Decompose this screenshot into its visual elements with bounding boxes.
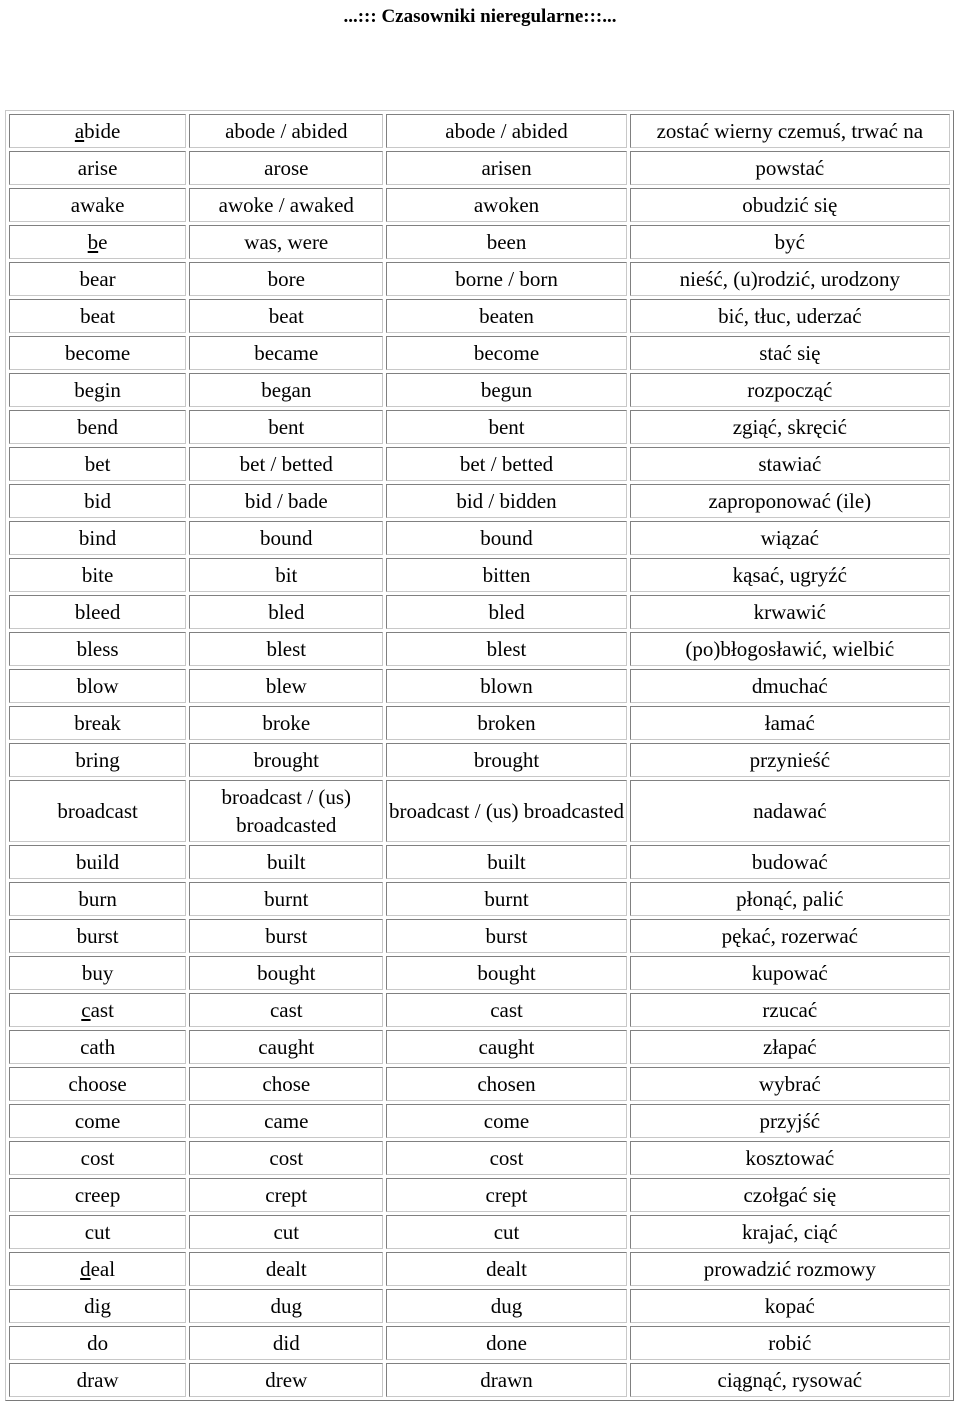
table-row xyxy=(9,262,950,296)
table-row xyxy=(9,919,950,953)
translation-cell: pękać, rozerwać xyxy=(630,919,950,953)
past-simple-cell: did xyxy=(189,1326,383,1360)
translation-cell: przyjść xyxy=(630,1104,950,1138)
table-row xyxy=(9,1252,950,1286)
base-form-cell: cast xyxy=(9,993,186,1027)
table-row xyxy=(9,706,950,740)
past-participle-cell: broadcast / (us) broadcasted xyxy=(386,780,626,842)
past-simple-cell: bled xyxy=(189,595,383,629)
past-simple-cell: crept xyxy=(189,1178,383,1212)
translation-cell: powstać xyxy=(630,151,950,185)
table-row xyxy=(9,1104,950,1138)
past-participle-cell: beaten xyxy=(386,299,626,333)
table-row xyxy=(9,743,950,777)
translation-cell: złapać xyxy=(630,1030,950,1064)
table-row xyxy=(9,188,950,222)
base-form-cell: draw xyxy=(9,1363,186,1397)
past-participle-cell: broken xyxy=(386,706,626,740)
table-row xyxy=(9,1289,950,1323)
table-row xyxy=(9,669,950,703)
table-row xyxy=(9,558,950,592)
table-row xyxy=(9,1363,950,1397)
past-participle-cell: borne / born xyxy=(386,262,626,296)
translation-cell: przynieść xyxy=(630,743,950,777)
past-simple-cell: cut xyxy=(189,1215,383,1249)
translation-cell: zostać wierny czemuś, trwać na xyxy=(630,114,950,148)
translation-cell: płonąć, palić xyxy=(630,882,950,916)
translation-cell: wybrać xyxy=(630,1067,950,1101)
table-row xyxy=(9,151,950,185)
translation-cell: kąsać, ugryźć xyxy=(630,558,950,592)
translation-cell: kopać xyxy=(630,1289,950,1323)
base-form-cell: build xyxy=(9,845,186,879)
base-form-cell: be xyxy=(9,225,186,259)
past-participle-cell: abode / abided xyxy=(386,114,626,148)
past-participle-cell: burnt xyxy=(386,882,626,916)
translation-cell: zaproponować (ile) xyxy=(630,484,950,518)
past-participle-cell: cost xyxy=(386,1141,626,1175)
translation-cell: kosztować xyxy=(630,1141,950,1175)
translation-cell: (po)błogosławić, wielbić xyxy=(630,632,950,666)
past-simple-cell: caught xyxy=(189,1030,383,1064)
past-simple-cell: bound xyxy=(189,521,383,555)
past-simple-cell: burnt xyxy=(189,882,383,916)
translation-cell: łamać xyxy=(630,706,950,740)
past-simple-cell: arose xyxy=(189,151,383,185)
translation-cell: wiązać xyxy=(630,521,950,555)
base-form-cell: awake xyxy=(9,188,186,222)
past-participle-cell: cut xyxy=(386,1215,626,1249)
base-form-cell: burn xyxy=(9,882,186,916)
table-row xyxy=(9,882,950,916)
base-form-cell: bind xyxy=(9,521,186,555)
translation-cell: dmuchać xyxy=(630,669,950,703)
past-participle-cell: begun xyxy=(386,373,626,407)
base-form-cell: choose xyxy=(9,1067,186,1101)
past-simple-cell: cost xyxy=(189,1141,383,1175)
base-form-cell: broadcast xyxy=(9,780,186,842)
translation-cell: rzucać xyxy=(630,993,950,1027)
base-form-cell: break xyxy=(9,706,186,740)
base-form-cell: creep xyxy=(9,1178,186,1212)
translation-cell: kupować xyxy=(630,956,950,990)
base-form-cell: blow xyxy=(9,669,186,703)
past-simple-cell: awoke / awaked xyxy=(189,188,383,222)
base-form-cell: deal xyxy=(9,1252,186,1286)
base-form-cell: abide xyxy=(9,114,186,148)
past-participle-cell: bled xyxy=(386,595,626,629)
table-row xyxy=(9,1326,950,1360)
table-row xyxy=(9,956,950,990)
translation-cell: nieść, (u)rodzić, urodzony xyxy=(630,262,950,296)
past-participle-cell: dealt xyxy=(386,1252,626,1286)
table-row xyxy=(9,299,950,333)
table-row xyxy=(9,410,950,444)
past-participle-cell: brought xyxy=(386,743,626,777)
translation-cell: budować xyxy=(630,845,950,879)
past-simple-cell: abode / abided xyxy=(189,114,383,148)
past-simple-cell: drew xyxy=(189,1363,383,1397)
past-simple-cell: built xyxy=(189,845,383,879)
past-simple-cell: chose xyxy=(189,1067,383,1101)
translation-cell: stawiać xyxy=(630,447,950,481)
table-row xyxy=(9,521,950,555)
past-participle-cell: bound xyxy=(386,521,626,555)
table-row xyxy=(9,1178,950,1212)
table-row xyxy=(9,845,950,879)
table-row xyxy=(9,1030,950,1064)
base-form-cell: cost xyxy=(9,1141,186,1175)
translation-cell: stać się xyxy=(630,336,950,370)
irregular-verbs-table xyxy=(6,111,953,1400)
table-row xyxy=(9,1141,950,1175)
base-form-cell: bet xyxy=(9,447,186,481)
base-form-cell: bite xyxy=(9,558,186,592)
past-simple-cell: began xyxy=(189,373,383,407)
past-simple-cell: bore xyxy=(189,262,383,296)
past-participle-cell: blown xyxy=(386,669,626,703)
table-row xyxy=(9,632,950,666)
past-simple-cell: bit xyxy=(189,558,383,592)
past-simple-cell: broadcast / (us) broadcasted xyxy=(189,780,383,842)
base-form-cell: begin xyxy=(9,373,186,407)
table-row xyxy=(9,595,950,629)
past-participle-cell: bet / betted xyxy=(386,447,626,481)
past-participle-cell: arisen xyxy=(386,151,626,185)
base-form-cell: burst xyxy=(9,919,186,953)
base-form-cell: come xyxy=(9,1104,186,1138)
base-form-cell: dig xyxy=(9,1289,186,1323)
translation-cell: krwawić xyxy=(630,595,950,629)
base-form-cell: beat xyxy=(9,299,186,333)
base-form-cell: bend xyxy=(9,410,186,444)
past-participle-cell: cast xyxy=(386,993,626,1027)
base-form-cell: bring xyxy=(9,743,186,777)
base-form-cell: bid xyxy=(9,484,186,518)
past-participle-cell: caught xyxy=(386,1030,626,1064)
past-participle-cell: bent xyxy=(386,410,626,444)
past-participle-cell: bought xyxy=(386,956,626,990)
table-row xyxy=(9,1067,950,1101)
past-simple-cell: dealt xyxy=(189,1252,383,1286)
past-participle-cell: done xyxy=(386,1326,626,1360)
past-simple-cell: beat xyxy=(189,299,383,333)
table-row xyxy=(9,114,950,148)
translation-cell: zgiąć, skręcić xyxy=(630,410,950,444)
translation-cell: nadawać xyxy=(630,780,950,842)
translation-cell: ciągnąć, rysować xyxy=(630,1363,950,1397)
base-form-cell: do xyxy=(9,1326,186,1360)
past-participle-cell: built xyxy=(386,845,626,879)
verbs-table-frame xyxy=(5,110,954,1401)
table-row xyxy=(9,225,950,259)
past-simple-cell: came xyxy=(189,1104,383,1138)
table-row xyxy=(9,484,950,518)
translation-cell: być xyxy=(630,225,950,259)
page-title: ...::: Czasowniki nieregularne:::... xyxy=(343,6,617,27)
base-form-cell: arise xyxy=(9,151,186,185)
translation-cell: obudzić się xyxy=(630,188,950,222)
table-row xyxy=(9,780,950,842)
past-simple-cell: bet / betted xyxy=(189,447,383,481)
past-simple-cell: blest xyxy=(189,632,383,666)
table-row xyxy=(9,1215,950,1249)
past-participle-cell: bitten xyxy=(386,558,626,592)
translation-cell: bić, tłuc, uderzać xyxy=(630,299,950,333)
past-participle-cell: drawn xyxy=(386,1363,626,1397)
translation-cell: czołgać się xyxy=(630,1178,950,1212)
translation-cell: rozpocząć xyxy=(630,373,950,407)
past-simple-cell: bid / bade xyxy=(189,484,383,518)
base-form-cell: cut xyxy=(9,1215,186,1249)
past-participle-cell: bid / bidden xyxy=(386,484,626,518)
past-simple-cell: dug xyxy=(189,1289,383,1323)
past-participle-cell: awoken xyxy=(386,188,626,222)
past-participle-cell: burst xyxy=(386,919,626,953)
past-simple-cell: brought xyxy=(189,743,383,777)
past-participle-cell: crept xyxy=(386,1178,626,1212)
past-participle-cell: chosen xyxy=(386,1067,626,1101)
verbs-table-body xyxy=(9,114,950,1397)
base-form-cell: bless xyxy=(9,632,186,666)
past-simple-cell: bought xyxy=(189,956,383,990)
translation-cell: prowadzić rozmowy xyxy=(630,1252,950,1286)
table-row xyxy=(9,447,950,481)
base-form-cell: buy xyxy=(9,956,186,990)
past-participle-cell: been xyxy=(386,225,626,259)
table-row xyxy=(9,336,950,370)
past-participle-cell: come xyxy=(386,1104,626,1138)
past-simple-cell: cast xyxy=(189,993,383,1027)
base-form-cell: cath xyxy=(9,1030,186,1064)
base-form-cell: bear xyxy=(9,262,186,296)
past-simple-cell: blew xyxy=(189,669,383,703)
past-simple-cell: broke xyxy=(189,706,383,740)
base-form-cell: become xyxy=(9,336,186,370)
past-participle-cell: dug xyxy=(386,1289,626,1323)
table-row xyxy=(9,993,950,1027)
translation-cell: krajać, ciąć xyxy=(630,1215,950,1249)
past-participle-cell: blest xyxy=(386,632,626,666)
table-row xyxy=(9,373,950,407)
past-simple-cell: was, were xyxy=(189,225,383,259)
past-simple-cell: bent xyxy=(189,410,383,444)
translation-cell: robić xyxy=(630,1326,950,1360)
past-simple-cell: became xyxy=(189,336,383,370)
base-form-cell: bleed xyxy=(9,595,186,629)
past-simple-cell: burst xyxy=(189,919,383,953)
past-participle-cell: become xyxy=(386,336,626,370)
